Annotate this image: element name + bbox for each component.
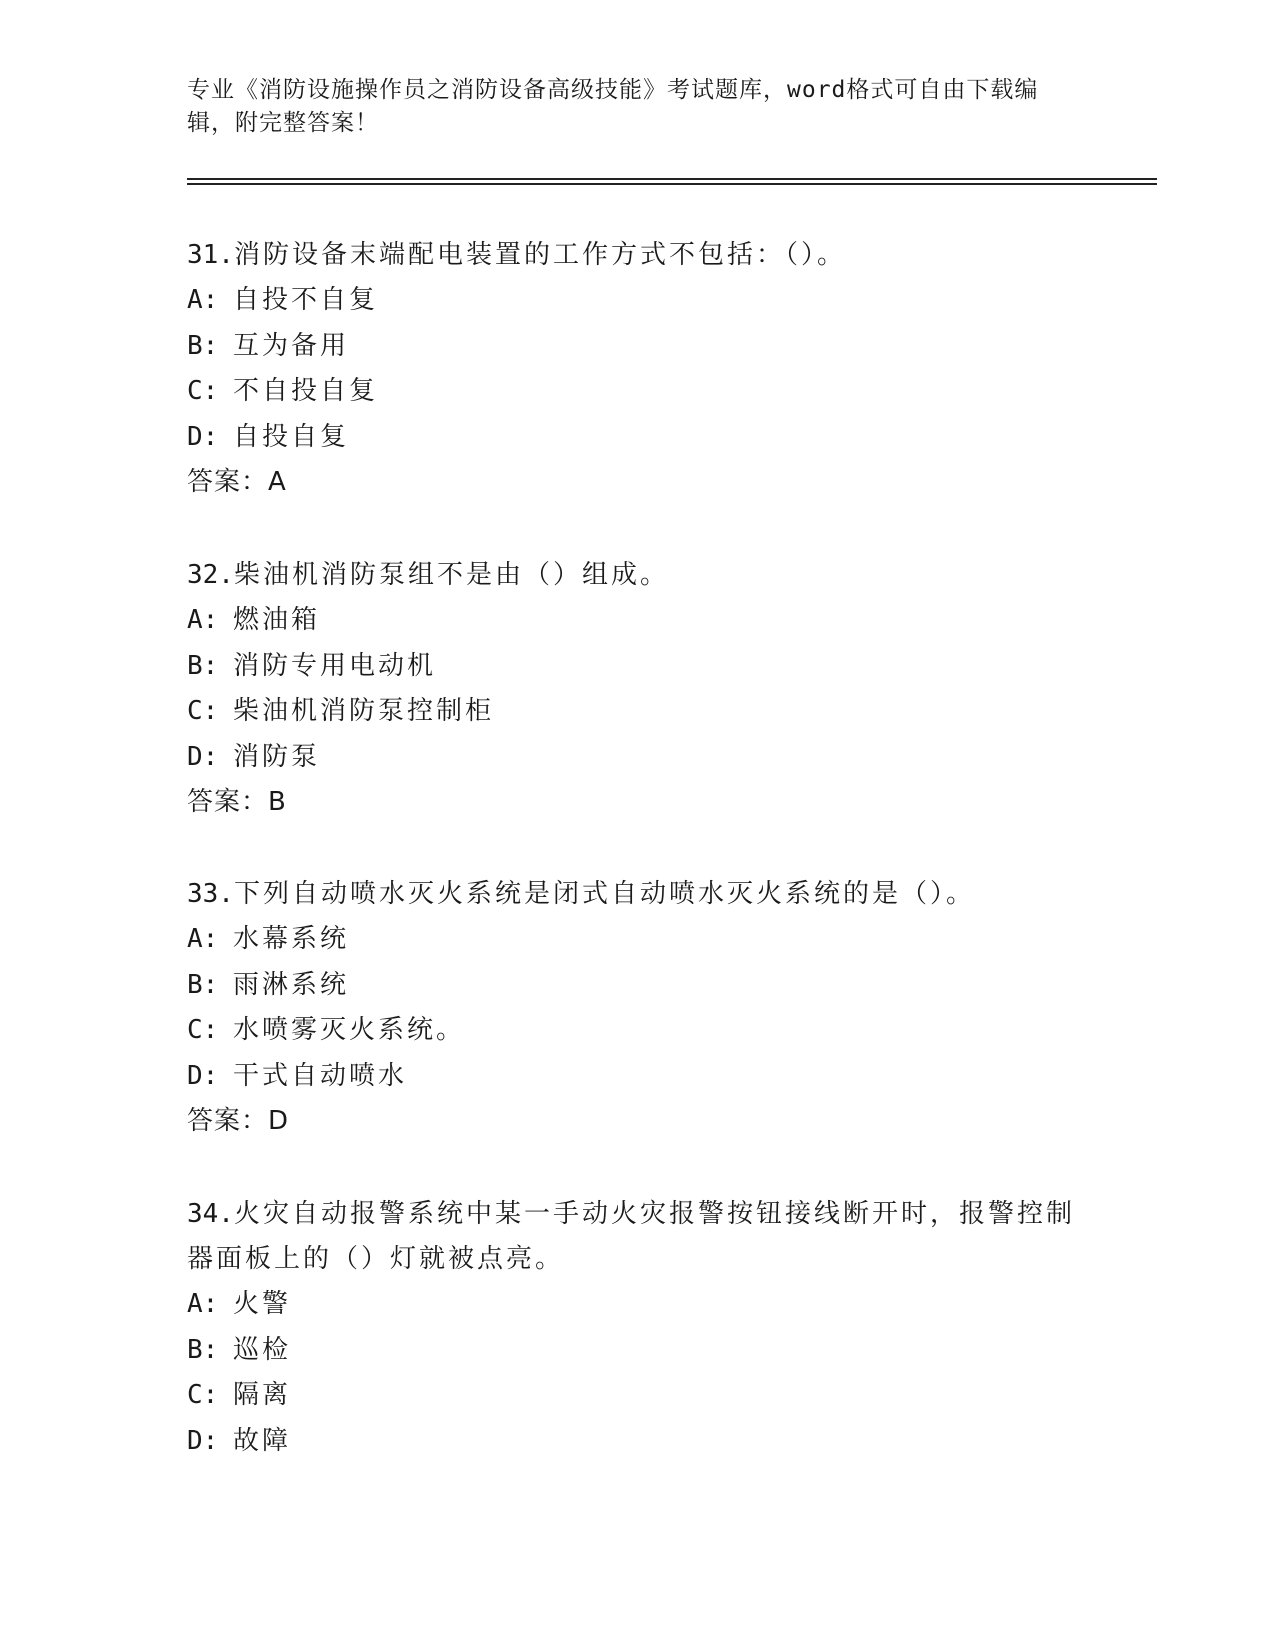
option-label: B:	[187, 650, 219, 681]
option-a	[187, 1282, 1087, 1328]
option-label: A:	[187, 285, 219, 315]
option-label: A:	[187, 605, 219, 635]
option-c	[187, 689, 1087, 735]
option-label: C:	[187, 1380, 219, 1410]
question-text: 下列自动喷水灭火系统是闭式自动喷水灭火系统的是（）。	[233, 879, 975, 909]
option-text: 燃油箱	[233, 605, 321, 635]
option-text: 火警	[233, 1289, 292, 1319]
option-a	[187, 917, 1087, 963]
question-text: 消防设备末端配电装置的工作方式不包括：（）。	[233, 240, 846, 270]
answer-text: 答案：D	[187, 1106, 290, 1136]
option-label: C:	[187, 1015, 219, 1045]
header-divider-top	[187, 178, 1157, 180]
question-text: 柴油机消防泵组不是由（）组成。	[233, 560, 669, 590]
option-label: A:	[187, 1289, 219, 1319]
option-a	[187, 598, 1087, 644]
option-label: D:	[187, 1060, 219, 1091]
question-stem	[187, 553, 1087, 598]
option-text: 故障	[233, 1425, 292, 1456]
question-stem	[187, 233, 1087, 278]
option-c	[187, 369, 1087, 415]
option-b	[187, 963, 1087, 1009]
option-label: B:	[187, 1334, 219, 1365]
option-d	[187, 415, 1087, 461]
option-c	[187, 1373, 1087, 1419]
option-label: A:	[187, 924, 219, 954]
option-b	[187, 644, 1087, 690]
option-label: B:	[187, 969, 219, 1000]
option-d	[187, 1054, 1087, 1100]
option-d	[187, 735, 1087, 781]
option-text: 自投不自复	[233, 285, 379, 315]
question-32	[187, 553, 1087, 825]
question-number: 32.	[187, 560, 234, 590]
option-text: 干式自动喷水	[233, 1060, 408, 1091]
option-text: 水幕系统	[233, 924, 350, 954]
option-text: 自投自复	[233, 421, 350, 452]
option-c	[187, 1008, 1087, 1054]
option-text: 水喷雾灭火系统。	[233, 1015, 466, 1045]
option-d	[187, 1419, 1087, 1465]
question-number: 34.	[187, 1199, 234, 1229]
option-text: 不自投自复	[233, 376, 379, 406]
question-34	[187, 1192, 1087, 1464]
option-b	[187, 1328, 1087, 1374]
header-divider-bottom	[187, 183, 1157, 185]
option-label: D:	[187, 741, 219, 772]
document-header: 专业《消防设施操作员之消防设备高级技能》考试题库，word格式可自由下载编辑，附完整答案！	[187, 77, 1039, 136]
question-stem	[187, 872, 1087, 917]
question-33	[187, 872, 1087, 1144]
option-text: 消防泵	[233, 741, 321, 772]
option-text: 柴油机消防泵控制柜	[233, 696, 495, 726]
option-text: 巡检	[233, 1334, 292, 1365]
answer-text: 答案：B	[187, 787, 287, 817]
option-text: 消防专用电动机	[233, 650, 437, 681]
option-label: C:	[187, 696, 219, 726]
question-stem	[187, 1192, 1087, 1282]
option-text: 互为备用	[233, 330, 350, 361]
option-text: 雨淋系统	[233, 969, 350, 1000]
question-number: 33.	[187, 879, 234, 909]
option-label: C:	[187, 376, 219, 406]
option-b	[187, 324, 1087, 370]
option-label: D:	[187, 1425, 219, 1456]
option-a	[187, 278, 1087, 324]
answer-text: 答案：A	[187, 467, 287, 497]
option-text: 隔离	[233, 1380, 292, 1410]
question-number: 31.	[187, 240, 234, 270]
question-text: 火灾自动报警系统中某一手动火灾报警按钮接线断开时，报警控制器面板上的（）灯就被点亮。	[187, 1199, 1075, 1274]
option-label: D:	[187, 421, 219, 452]
option-label: B:	[187, 330, 219, 361]
question-31	[187, 233, 1087, 505]
